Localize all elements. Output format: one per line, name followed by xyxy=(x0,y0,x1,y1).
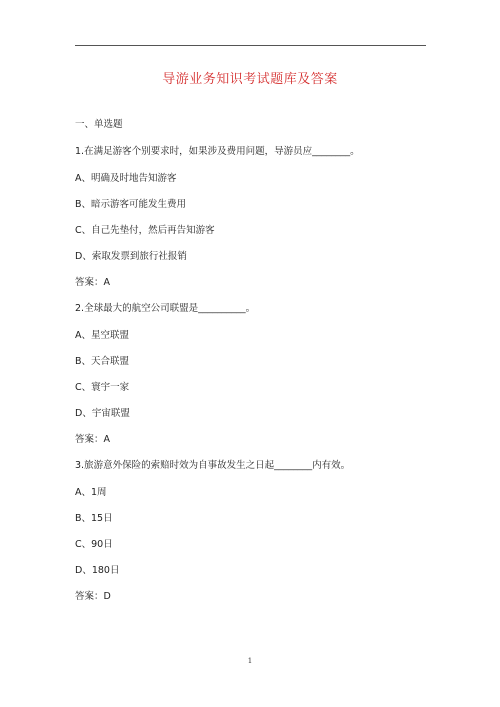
section-heading: 一、单选题 xyxy=(75,119,123,130)
question-3: 3.旅游意外保险的索赔时效为自事故发生之日起________内有效。 xyxy=(75,460,351,471)
q3-option-b: B、15日 xyxy=(75,513,113,524)
q2-option-a: A、星空联盟 xyxy=(75,330,129,341)
q3-option-a: A、1周 xyxy=(75,487,107,498)
header-rule xyxy=(75,45,426,46)
q3-answer: 答案：D xyxy=(75,591,111,602)
q2-option-d: D、宇宙联盟 xyxy=(75,408,130,419)
q2-option-b: B、天合联盟 xyxy=(75,356,130,367)
document-title: 导游业务知识考试题库及答案 xyxy=(162,72,338,87)
q2-answer: 答案：A xyxy=(75,434,110,445)
q1-option-d: D、索取发票到旅行社报销 xyxy=(75,251,187,262)
page-number: 1 xyxy=(247,657,253,665)
q1-option-a: A、明确及时地告知游客 xyxy=(75,173,177,184)
question-2: 2.全球最大的航空公司联盟是__________。 xyxy=(75,303,256,314)
q1-option-b: B、暗示游客可能发生费用 xyxy=(75,199,187,210)
q1-option-c: C、自己先垫付，然后再告知游客 xyxy=(75,225,215,236)
q2-option-c: C、寰宇一家 xyxy=(75,382,130,393)
q3-option-c: C、90日 xyxy=(75,539,113,550)
q1-answer: 答案：A xyxy=(75,277,110,288)
question-1: 1.在满足游客个别要求时，如果涉及费用问题，导游员应________。 xyxy=(75,146,360,157)
q3-option-d: D、180日 xyxy=(75,565,120,576)
